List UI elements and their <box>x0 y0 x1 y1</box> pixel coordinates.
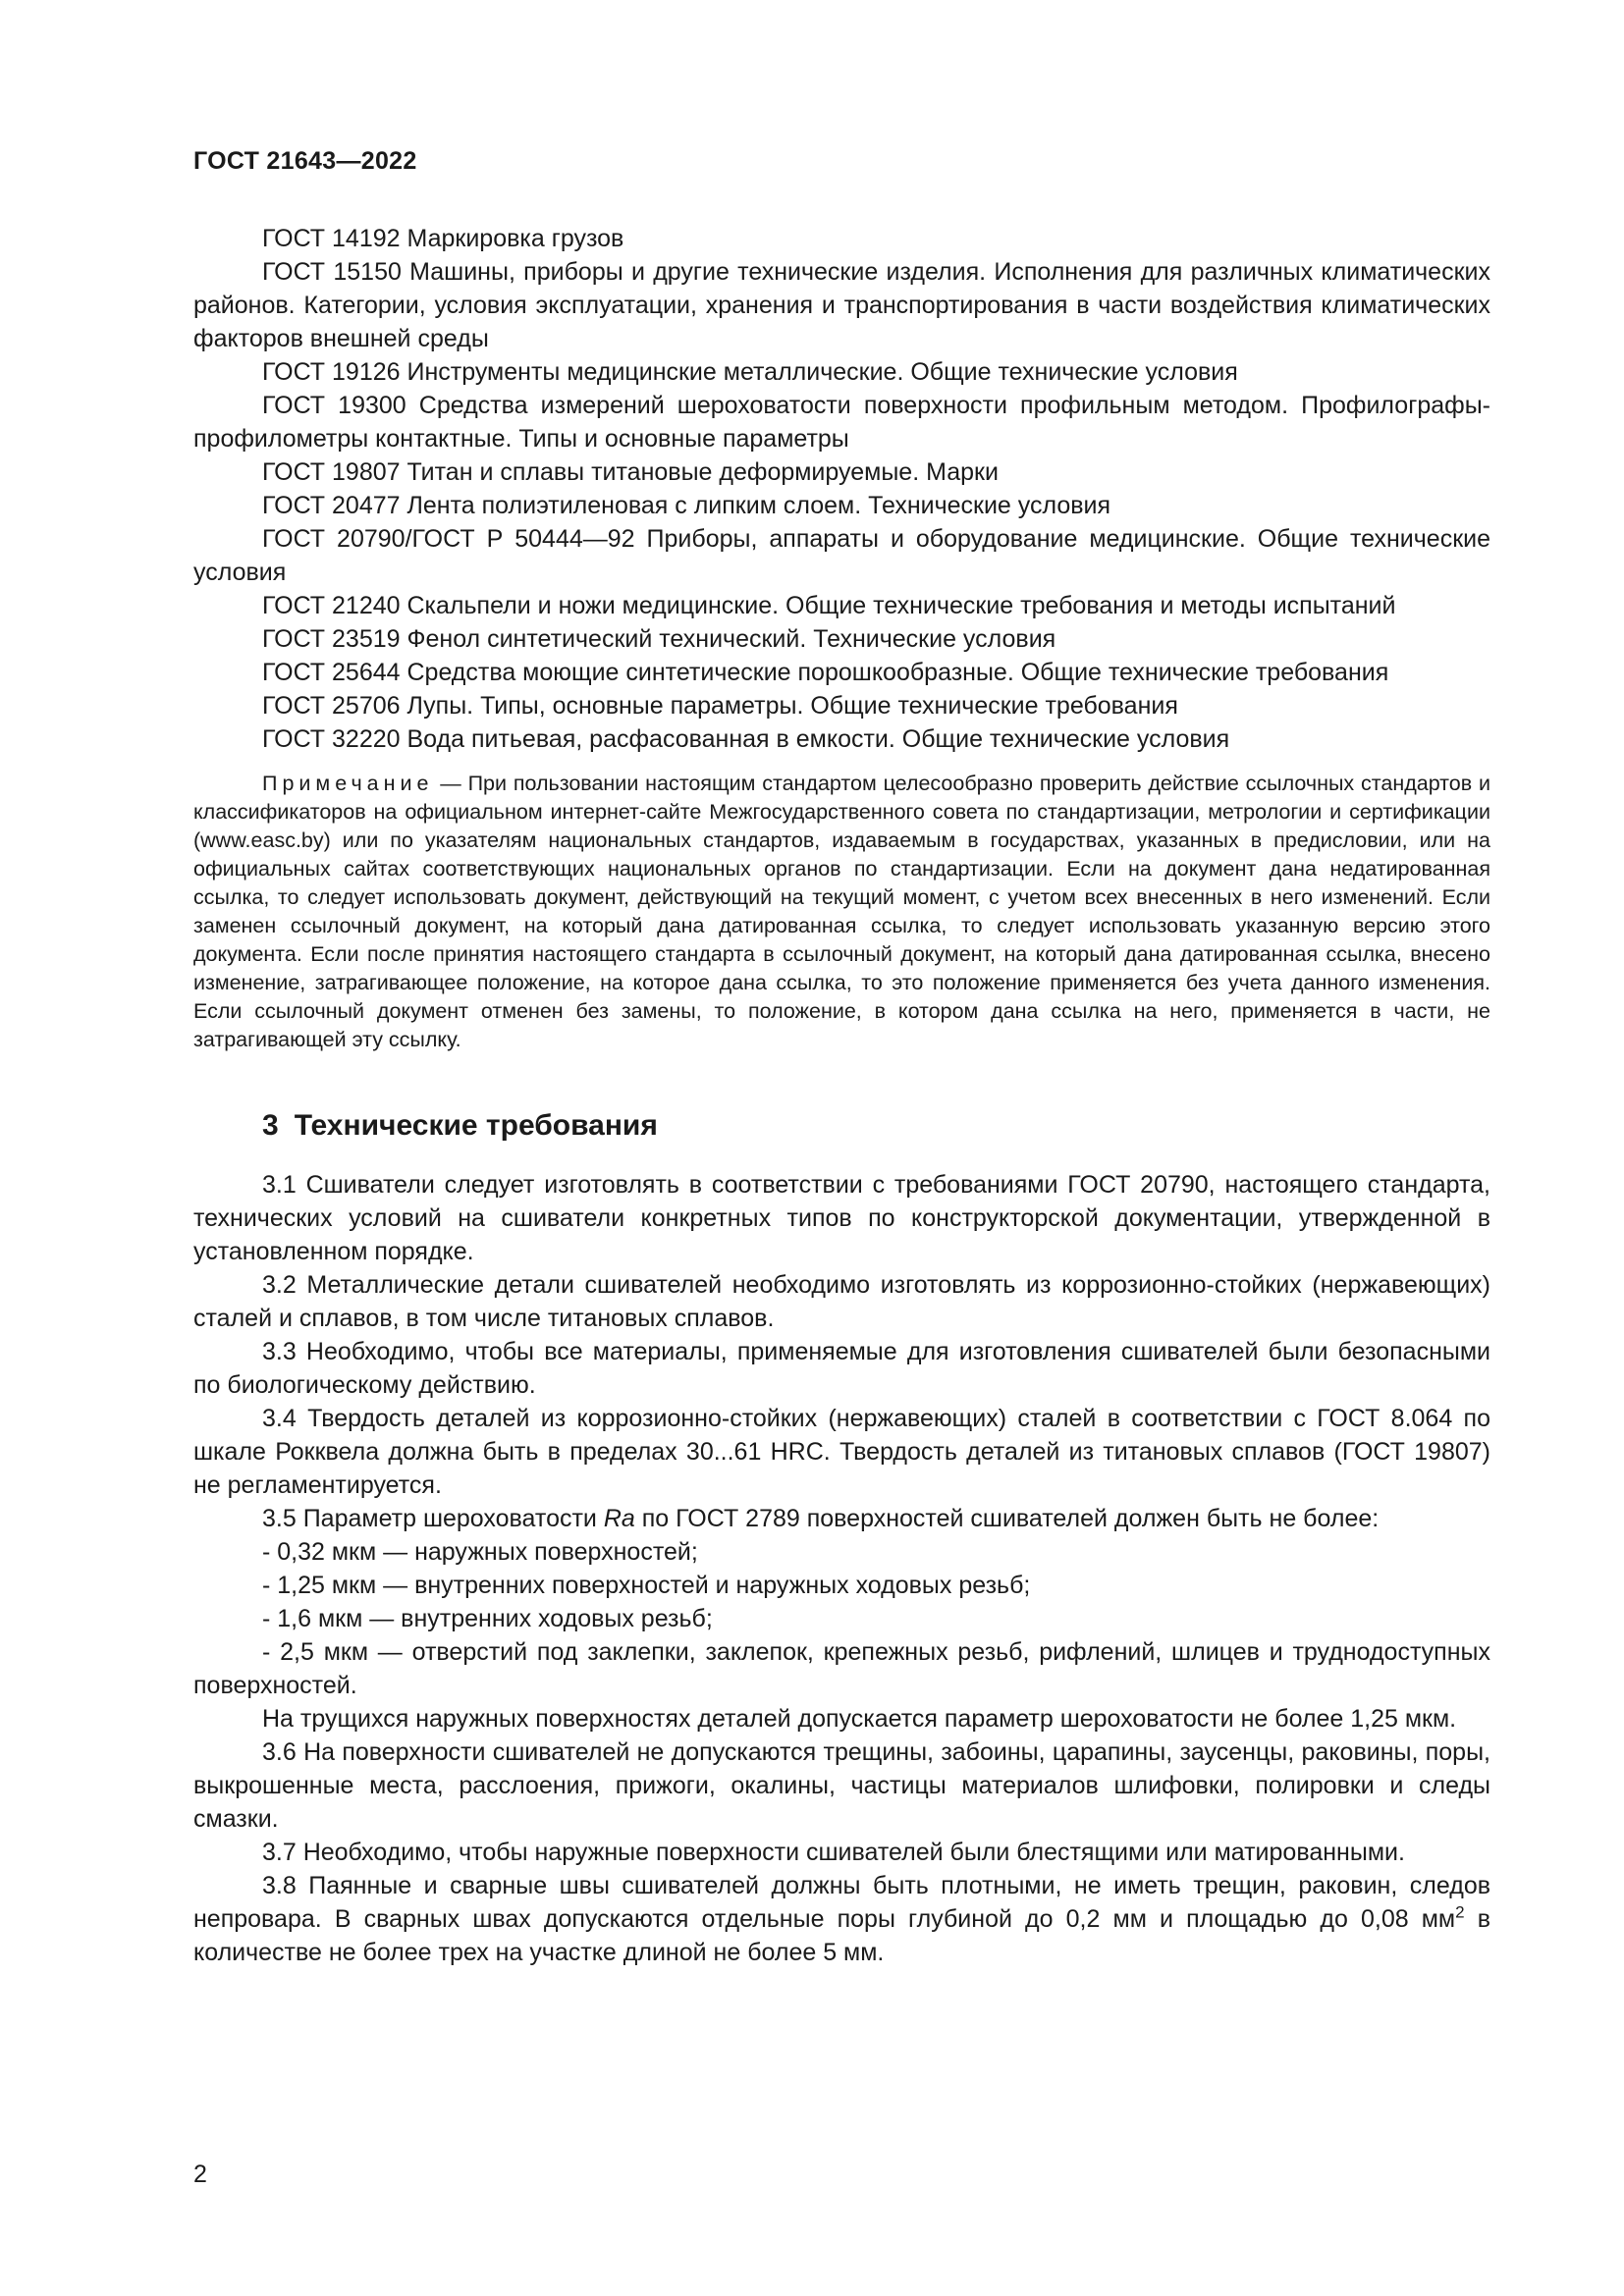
clause-3-5 <box>193 1502 1490 1535</box>
reference-item: ГОСТ 25644 Средства моющие синтетические порошкообразные. Общие технические требования <box>262 659 1389 686</box>
clause-3-5-extra: На трущихся наружных поверхностях деталей допускается параметр шероховатости не более 1,25 мкм. <box>262 1705 1457 1733</box>
reference-item: ГОСТ 20477 Лента полиэтиленовая с липким слоем. Технические условия <box>262 492 1111 519</box>
reference-item: ГОСТ 23519 Фенол синтетический технический. Технические условия <box>262 625 1056 653</box>
clause-3-3: 3.3 Необходимо, чтобы все материалы, применяемые для изготовления сшивателей были безопасными по биологическому действию. <box>193 1338 1490 1399</box>
clause-3-1: 3.1 Сшиватели следует изготовлять в соответствии с требованиями ГОСТ 20790, настоящего стандарта, технических условий на сшиватели конкретных типов по конструкторской документации, утвержденной в установленном порядке. <box>193 1171 1490 1265</box>
list-item: - 1,6 мкм — внутренних ходовых резьб; <box>262 1605 713 1632</box>
note-text: — При пользовании настоящим стандартом целесообразно проверить действие ссылочных стандартов и классификаторов на официальном интернет-сайте Межгосударственного совета по стандартизации, метрологии и сертификации (www.easc.by) или по указателям национальных стандартов, издаваемым в государствах, указанных в предисловии, или на официальных сайтах соответствующих национальных органов по стандартизации. Если на документ дана недатированная ссылка, то следует использовать документ, действующий на текущий момент, с учетом всех внесенных в него изменений. Если заменен ссылочный документ, на который дана датированная ссылка, то следует использовать указанную версию этого документа. Если после принятия настоящего стандарта в ссылочный документ, на который дана датированная ссылка, внесено изменение, затрагивающее положение, на которое дана ссылка, то это положение применяется без учета данного изменения. Если ссылочный документ отменен без замены, то положение, в котором дана ссылка на него, применяется в части, не затрагивающей эту ссылку. <box>193 772 1490 1051</box>
clause-3-2: 3.2 Металлические детали сшивателей необходимо изготовлять из коррозионно-стойких (нержавеющих) сталей и сплавов, в том числе титановых сплавов. <box>193 1271 1490 1332</box>
reference-item: ГОСТ 15150 Машины, приборы и другие технические изделия. Исполнения для различных климатических районов. Категории, условия эксплуатации, хранения и транспортирования в части воздействия климатических факторов внешней среды <box>193 258 1490 352</box>
reference-item: ГОСТ 19300 Средства измерений шероховатости поверхности профильным методом. Профилографы-профилометры контактные. Типы и основные параметры <box>193 392 1490 453</box>
section-heading <box>262 1109 1490 1143</box>
list-item: - 2,5 мкм — отверстий под заклепки, заклепок, крепежных резьб, рифлений, шлицев и труднодоступных поверхностей. <box>193 1638 1490 1699</box>
section-clauses <box>193 1168 1490 1969</box>
normative-references-list <box>193 222 1490 756</box>
reference-item: ГОСТ 19807 Титан и сплавы титановые деформируемые. Марки <box>262 458 999 486</box>
superscript: 2 <box>1455 1902 1465 1922</box>
reference-item: ГОСТ 25706 Лупы. Типы, основные параметры. Общие технические требования <box>262 692 1178 720</box>
clause-3-8-text-end: в количестве не более трех на участке длиной не более 5 мм. <box>193 1905 1490 1966</box>
clause-3-5-text-end: по ГОСТ 2789 поверхностей сшивателей должен быть не более: <box>634 1505 1380 1532</box>
section-title: Технические требования <box>294 1109 658 1142</box>
reference-item: ГОСТ 32220 Вода питьевая, расфасованная в емкости. Общие технические условия <box>262 725 1230 753</box>
clause-3-4: 3.4 Твердость деталей из коррозионно-стойких (нержавеющих) сталей в соответствии с ГОСТ 8.064 по шкале Рокквела должна быть в пределах 30...61 HRC. Твердость деталей из титановых сплавов (ГОСТ 19807) не регламентируется. <box>193 1405 1490 1499</box>
clause-3-8-text: 3.8 Паянные и сварные швы сшивателей должны быть плотными, не иметь трещин, раковин, следов непровара. В сварных швах допускаются отдельные поры глубиной до 0,2 мм и площадью до 0,08 мм <box>193 1872 1490 1933</box>
roughness-symbol: Ra <box>603 1505 635 1532</box>
page-content <box>193 222 1490 1969</box>
clause-3-6: 3.6 На поверхности сшивателей не допускаются трещины, забоины, царапины, заусенцы, раковины, поры, выкрошенные места, расслоения, прижоги, окалины, частицы материалов шлифовки, полировки и следы смазки. <box>193 1738 1490 1833</box>
section-number: 3 <box>262 1109 279 1142</box>
note-lead: Примечание <box>262 772 434 795</box>
references-note <box>193 770 1490 1054</box>
clause-3-8 <box>193 1869 1490 1969</box>
reference-item: ГОСТ 21240 Скальпели и ножи медицинские. Общие технические требования и методы испытаний <box>262 592 1396 619</box>
page-number: 2 <box>193 2161 207 2188</box>
reference-item: ГОСТ 20790/ГОСТ Р 50444—92 Приборы, аппараты и оборудование медицинские. Общие технические условия <box>193 525 1490 586</box>
clause-3-7: 3.7 Необходимо, чтобы наружные поверхности сшивателей были блестящими или матированными. <box>262 1839 1405 1866</box>
reference-item: ГОСТ 14192 Маркировка грузов <box>262 225 624 252</box>
document-header: ГОСТ 21643—2022 <box>193 147 417 175</box>
clause-3-5-text: 3.5 Параметр шероховатости <box>262 1505 604 1532</box>
list-item: - 0,32 мкм — наружных поверхностей; <box>262 1538 698 1566</box>
reference-item: ГОСТ 19126 Инструменты медицинские металлические. Общие технические условия <box>262 358 1238 386</box>
list-item: - 1,25 мкм — внутренних поверхностей и наружных ходовых резьб; <box>262 1572 1031 1599</box>
